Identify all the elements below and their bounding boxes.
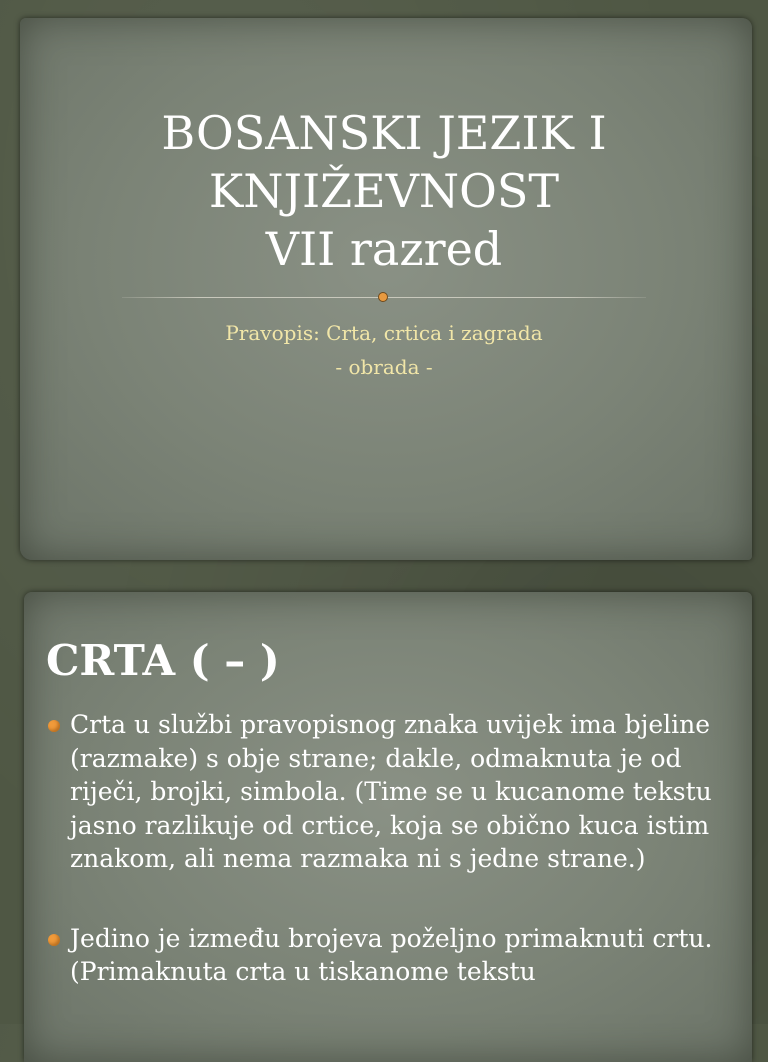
bullet-dot-icon — [48, 720, 60, 732]
title-line: BOSANSKI JEZIK I — [161, 106, 607, 160]
slide-heading: CRTA ( – ) — [46, 636, 280, 685]
subtitle-line: Pravopis: Crta, crtica i zagrada — [225, 321, 543, 345]
list-item — [46, 922, 726, 989]
slide-paper-background — [20, 18, 752, 560]
bullet-dot-icon — [48, 934, 60, 946]
content-slide — [0, 584, 768, 1024]
bullet-text: Jedino je između brojeva poželjno primaknuti crtu. (Primaknuta crta u tiskanome tekstu — [70, 923, 713, 986]
bullet-text: Crta u službi pravopisnog znaka uvijek ima bjeline (razmake) s obje strane; dakle, odmaknuta je od riječi, brojki, simbola. (Time se u kucanome tekstu jasno razlikuje od crtice, koja se obično kuca istim znakom, ali nema razmaka ni s jedne strane.) — [70, 710, 712, 873]
title-line: KNJIŽEVNOST — [208, 164, 560, 218]
divider-dot-icon — [379, 293, 387, 301]
title-line: VII razred — [265, 222, 503, 276]
list-item — [46, 708, 726, 876]
subtitle-line: - obrada - — [335, 355, 433, 379]
slide-title — [0, 104, 768, 278]
slide-subtitle — [0, 316, 768, 384]
bullet-list — [46, 708, 726, 1035]
